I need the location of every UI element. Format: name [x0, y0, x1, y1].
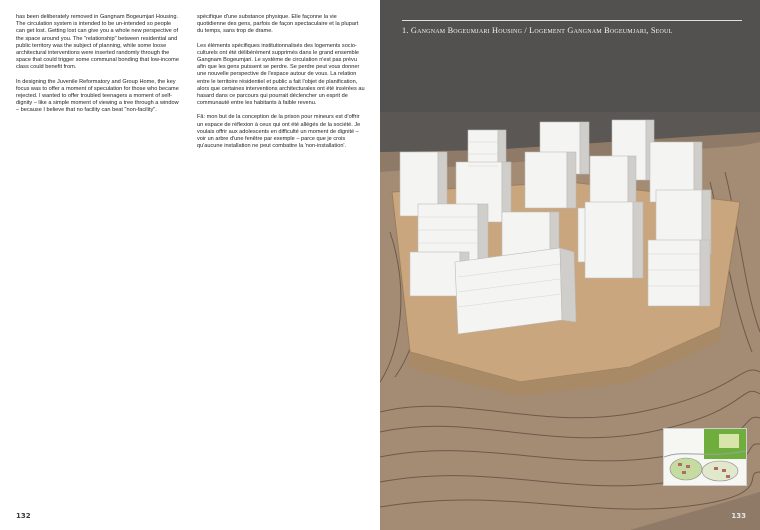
french-text-column — [197, 14, 365, 157]
figure-caption: 1. Gangnam Bogeumjari Housing / Logement Gangnam Bogeumjari, Seoul — [402, 20, 742, 35]
model-building — [525, 152, 576, 208]
english-text-column — [16, 14, 180, 122]
right-page — [380, 0, 760, 530]
body-paragraph: In designing the Juvenile Reformatory and Group Home, the key focus was to offer a moment of speculation for those who became rejected. I wanted to offer troubled teenagers a moment of self-dignity – like a simple moment of viewing a tree through a window – because I believe that no facility can beat "non-facility". — [16, 78, 179, 114]
model-building — [585, 202, 643, 278]
page-number-right: 133 — [731, 512, 746, 520]
body-paragraph: spécifique d'une substance physique. Elle façonne la vie quotidienne des gens, parfois de façon spectaculaire et la plupart du temps, sans trop de drame. — [197, 14, 359, 35]
body-paragraph: has been deliberately removed in Gangnam Bogeumjari Housing. The circulation system is intended to be un-intended so people can get lost. Getting lost can give you a whole new perspective of the space around you. The "relationship" between residential and public territory was the subject of planning, while some loose architectural interventions were inserted randomly through the space that could trigger some communal bonding that low-income class could benefit from. — [16, 14, 179, 71]
body-paragraph: Les éléments spécifiques institutionnalisés des logements socio-culturels ont été délibérément supprimés dans le grand ensemble Gangnam Bogeumjari. Le système de circulation n'est pas prévu afin que les gens puissent se perdre. Se perdre peut vous donner une nouvelle perspective de l'espace autour de vous. La relation entre le territoire résidentiel et public a fait l'objet de planification, alors que certaines interventions architecturales ont été insérées au hasard dans ce parcours qui pourrait déclencher un esprit de communauté entre les habitants à faible revenu. — [197, 42, 365, 107]
body-paragraph: Fâ: mon but de la conception de la prison pour mineurs est d'offrir un espace de réflexion à ceux qui ont été allégés de la société. Je voulais offrir aux adolescents en difficulté un moment de dignité – voir un arbre d'une fenêtre par exemple – parce que je crois qu'aucune installation ne peut combattre la 'non-installation'. — [197, 114, 361, 150]
site-plan-inset — [663, 428, 747, 486]
page-number-left: 132 — [16, 512, 31, 520]
model-building — [648, 240, 710, 306]
